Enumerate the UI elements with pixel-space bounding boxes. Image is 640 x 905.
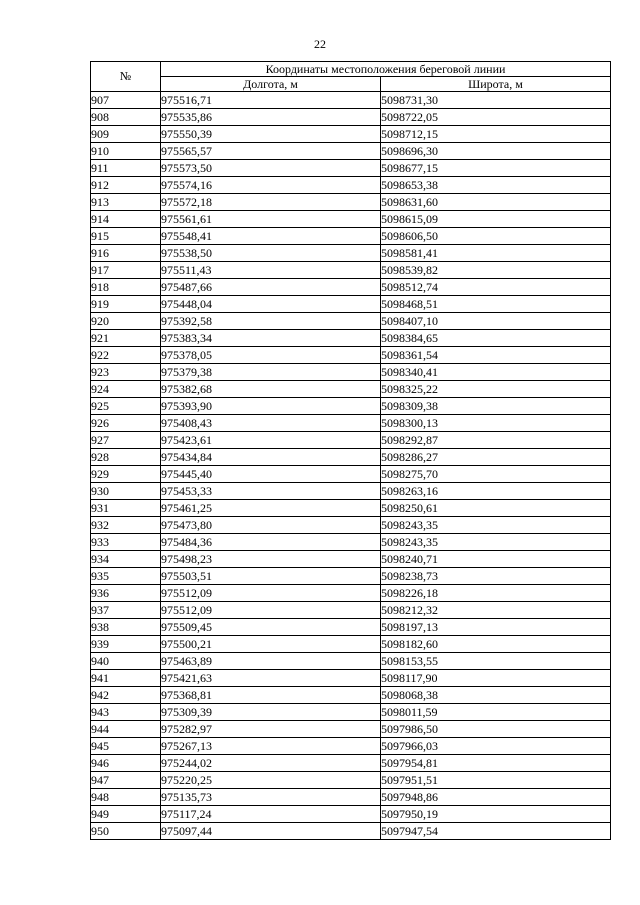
row-longitude: 975220,25 bbox=[161, 772, 381, 789]
row-number: 932 bbox=[91, 517, 161, 534]
row-latitude: 5098677,15 bbox=[381, 160, 611, 177]
table-row bbox=[91, 636, 611, 653]
table-row bbox=[91, 466, 611, 483]
row-longitude: 975487,66 bbox=[161, 279, 381, 296]
coordinates-table bbox=[90, 61, 611, 840]
row-latitude: 5098182,60 bbox=[381, 636, 611, 653]
row-longitude: 975511,43 bbox=[161, 262, 381, 279]
table-row bbox=[91, 755, 611, 772]
row-longitude: 975244,02 bbox=[161, 755, 381, 772]
table-row bbox=[91, 126, 611, 143]
table-row bbox=[91, 92, 611, 109]
row-latitude: 5098606,50 bbox=[381, 228, 611, 245]
row-number: 930 bbox=[91, 483, 161, 500]
row-longitude: 975282,97 bbox=[161, 721, 381, 738]
table-row bbox=[91, 177, 611, 194]
table-row bbox=[91, 551, 611, 568]
row-latitude: 5097951,51 bbox=[381, 772, 611, 789]
row-latitude: 5098696,30 bbox=[381, 143, 611, 160]
row-longitude: 975117,24 bbox=[161, 806, 381, 823]
row-number: 948 bbox=[91, 789, 161, 806]
row-number: 946 bbox=[91, 755, 161, 772]
table-row bbox=[91, 789, 611, 806]
row-number: 936 bbox=[91, 585, 161, 602]
row-latitude: 5098068,38 bbox=[381, 687, 611, 704]
row-latitude: 5097954,81 bbox=[381, 755, 611, 772]
table-row bbox=[91, 262, 611, 279]
row-latitude: 5098581,41 bbox=[381, 245, 611, 262]
row-latitude: 5098384,65 bbox=[381, 330, 611, 347]
row-number: 927 bbox=[91, 432, 161, 449]
row-longitude: 975267,13 bbox=[161, 738, 381, 755]
table-row bbox=[91, 347, 611, 364]
row-number: 943 bbox=[91, 704, 161, 721]
header-coordinates-group: Координаты местоположения береговой линии bbox=[161, 62, 611, 77]
row-latitude: 5098226,18 bbox=[381, 585, 611, 602]
row-latitude: 5098340,41 bbox=[381, 364, 611, 381]
table-row bbox=[91, 500, 611, 517]
row-longitude: 975512,09 bbox=[161, 602, 381, 619]
row-latitude: 5097986,50 bbox=[381, 721, 611, 738]
row-longitude: 975503,51 bbox=[161, 568, 381, 585]
row-number: 929 bbox=[91, 466, 161, 483]
row-latitude: 5098250,61 bbox=[381, 500, 611, 517]
row-latitude: 5098292,87 bbox=[381, 432, 611, 449]
table-row bbox=[91, 619, 611, 636]
row-latitude: 5098243,35 bbox=[381, 517, 611, 534]
row-latitude: 5098212,32 bbox=[381, 602, 611, 619]
table-body bbox=[91, 92, 611, 840]
row-number: 938 bbox=[91, 619, 161, 636]
table-row bbox=[91, 194, 611, 211]
row-longitude: 975448,04 bbox=[161, 296, 381, 313]
row-latitude: 5098539,82 bbox=[381, 262, 611, 279]
row-longitude: 975378,05 bbox=[161, 347, 381, 364]
row-latitude: 5098197,13 bbox=[381, 619, 611, 636]
table-row bbox=[91, 432, 611, 449]
row-number: 935 bbox=[91, 568, 161, 585]
row-latitude: 5098011,59 bbox=[381, 704, 611, 721]
row-longitude: 975473,80 bbox=[161, 517, 381, 534]
row-latitude: 5098712,15 bbox=[381, 126, 611, 143]
row-number: 947 bbox=[91, 772, 161, 789]
row-number: 944 bbox=[91, 721, 161, 738]
table-row bbox=[91, 670, 611, 687]
row-number: 912 bbox=[91, 177, 161, 194]
row-longitude: 975538,50 bbox=[161, 245, 381, 262]
row-latitude: 5098153,55 bbox=[381, 653, 611, 670]
row-latitude: 5097950,19 bbox=[381, 806, 611, 823]
table-row bbox=[91, 279, 611, 296]
row-number: 934 bbox=[91, 551, 161, 568]
row-latitude: 5097966,03 bbox=[381, 738, 611, 755]
row-longitude: 975548,41 bbox=[161, 228, 381, 245]
row-latitude: 5098731,30 bbox=[381, 92, 611, 109]
row-number: 907 bbox=[91, 92, 161, 109]
row-longitude: 975461,25 bbox=[161, 500, 381, 517]
row-number: 926 bbox=[91, 415, 161, 432]
row-latitude: 5097947,54 bbox=[381, 823, 611, 840]
row-number: 913 bbox=[91, 194, 161, 211]
table-row bbox=[91, 364, 611, 381]
table-row bbox=[91, 381, 611, 398]
row-longitude: 975565,57 bbox=[161, 143, 381, 160]
row-latitude: 5098361,54 bbox=[381, 347, 611, 364]
row-longitude: 975393,90 bbox=[161, 398, 381, 415]
row-number: 915 bbox=[91, 228, 161, 245]
table-row bbox=[91, 313, 611, 330]
row-latitude: 5098309,38 bbox=[381, 398, 611, 415]
row-latitude: 5098243,35 bbox=[381, 534, 611, 551]
table-row bbox=[91, 160, 611, 177]
row-latitude: 5098240,71 bbox=[381, 551, 611, 568]
table-row bbox=[91, 398, 611, 415]
row-number: 923 bbox=[91, 364, 161, 381]
row-longitude: 975408,43 bbox=[161, 415, 381, 432]
row-number: 918 bbox=[91, 279, 161, 296]
row-latitude: 5098325,22 bbox=[381, 381, 611, 398]
table-row bbox=[91, 517, 611, 534]
table-row bbox=[91, 738, 611, 755]
row-longitude: 975463,89 bbox=[161, 653, 381, 670]
table-row bbox=[91, 211, 611, 228]
table-row bbox=[91, 823, 611, 840]
row-latitude: 5098631,60 bbox=[381, 194, 611, 211]
row-longitude: 975379,38 bbox=[161, 364, 381, 381]
row-number: 945 bbox=[91, 738, 161, 755]
table-row bbox=[91, 109, 611, 126]
row-number: 939 bbox=[91, 636, 161, 653]
table-header bbox=[91, 62, 611, 92]
row-number: 921 bbox=[91, 330, 161, 347]
row-number: 937 bbox=[91, 602, 161, 619]
row-longitude: 975509,45 bbox=[161, 619, 381, 636]
table-row bbox=[91, 296, 611, 313]
row-number: 941 bbox=[91, 670, 161, 687]
header-latitude: Широта, м bbox=[381, 77, 611, 92]
table-row bbox=[91, 228, 611, 245]
row-longitude: 975572,18 bbox=[161, 194, 381, 211]
table-row bbox=[91, 568, 611, 585]
table-row bbox=[91, 330, 611, 347]
row-number: 909 bbox=[91, 126, 161, 143]
row-longitude: 975550,39 bbox=[161, 126, 381, 143]
table-row bbox=[91, 653, 611, 670]
row-number: 928 bbox=[91, 449, 161, 466]
row-latitude: 5098300,13 bbox=[381, 415, 611, 432]
table-row bbox=[91, 245, 611, 262]
header-longitude: Долгота, м bbox=[161, 77, 381, 92]
row-longitude: 975484,36 bbox=[161, 534, 381, 551]
row-longitude: 975423,61 bbox=[161, 432, 381, 449]
table-row bbox=[91, 687, 611, 704]
row-latitude: 5098263,16 bbox=[381, 483, 611, 500]
row-number: 910 bbox=[91, 143, 161, 160]
table-row bbox=[91, 483, 611, 500]
page-number: 22 bbox=[314, 37, 326, 51]
row-number: 922 bbox=[91, 347, 161, 364]
row-longitude: 975512,09 bbox=[161, 585, 381, 602]
row-longitude: 975561,61 bbox=[161, 211, 381, 228]
row-latitude: 5098512,74 bbox=[381, 279, 611, 296]
row-longitude: 975573,50 bbox=[161, 160, 381, 177]
row-longitude: 975498,23 bbox=[161, 551, 381, 568]
table-row bbox=[91, 534, 611, 551]
row-latitude: 5097948,86 bbox=[381, 789, 611, 806]
row-longitude: 975309,39 bbox=[161, 704, 381, 721]
row-longitude: 975445,40 bbox=[161, 466, 381, 483]
table-row bbox=[91, 721, 611, 738]
row-number: 950 bbox=[91, 823, 161, 840]
row-longitude: 975500,21 bbox=[161, 636, 381, 653]
row-latitude: 5098286,27 bbox=[381, 449, 611, 466]
row-longitude: 975135,73 bbox=[161, 789, 381, 806]
row-number: 940 bbox=[91, 653, 161, 670]
row-latitude: 5098238,73 bbox=[381, 568, 611, 585]
row-number: 917 bbox=[91, 262, 161, 279]
row-longitude: 975434,84 bbox=[161, 449, 381, 466]
table-row bbox=[91, 806, 611, 823]
row-latitude: 5098722,05 bbox=[381, 109, 611, 126]
header-number: № bbox=[91, 62, 161, 92]
row-latitude: 5098468,51 bbox=[381, 296, 611, 313]
row-latitude: 5098275,70 bbox=[381, 466, 611, 483]
row-number: 916 bbox=[91, 245, 161, 262]
row-number: 911 bbox=[91, 160, 161, 177]
row-number: 908 bbox=[91, 109, 161, 126]
table-row bbox=[91, 704, 611, 721]
row-number: 919 bbox=[91, 296, 161, 313]
row-longitude: 975368,81 bbox=[161, 687, 381, 704]
table-row bbox=[91, 449, 611, 466]
row-latitude: 5098407,10 bbox=[381, 313, 611, 330]
row-longitude: 975097,44 bbox=[161, 823, 381, 840]
row-longitude: 975383,34 bbox=[161, 330, 381, 347]
row-number: 942 bbox=[91, 687, 161, 704]
table-row bbox=[91, 602, 611, 619]
row-number: 933 bbox=[91, 534, 161, 551]
table-row bbox=[91, 585, 611, 602]
row-latitude: 5098615,09 bbox=[381, 211, 611, 228]
row-number: 914 bbox=[91, 211, 161, 228]
row-number: 949 bbox=[91, 806, 161, 823]
row-longitude: 975574,16 bbox=[161, 177, 381, 194]
row-longitude: 975392,58 bbox=[161, 313, 381, 330]
row-longitude: 975516,71 bbox=[161, 92, 381, 109]
row-longitude: 975535,86 bbox=[161, 109, 381, 126]
row-number: 931 bbox=[91, 500, 161, 517]
row-latitude: 5098653,38 bbox=[381, 177, 611, 194]
row-number: 920 bbox=[91, 313, 161, 330]
table-row bbox=[91, 772, 611, 789]
table-row bbox=[91, 143, 611, 160]
row-longitude: 975382,68 bbox=[161, 381, 381, 398]
row-latitude: 5098117,90 bbox=[381, 670, 611, 687]
row-longitude: 975421,63 bbox=[161, 670, 381, 687]
row-longitude: 975453,33 bbox=[161, 483, 381, 500]
row-number: 925 bbox=[91, 398, 161, 415]
table-row bbox=[91, 415, 611, 432]
row-number: 924 bbox=[91, 381, 161, 398]
